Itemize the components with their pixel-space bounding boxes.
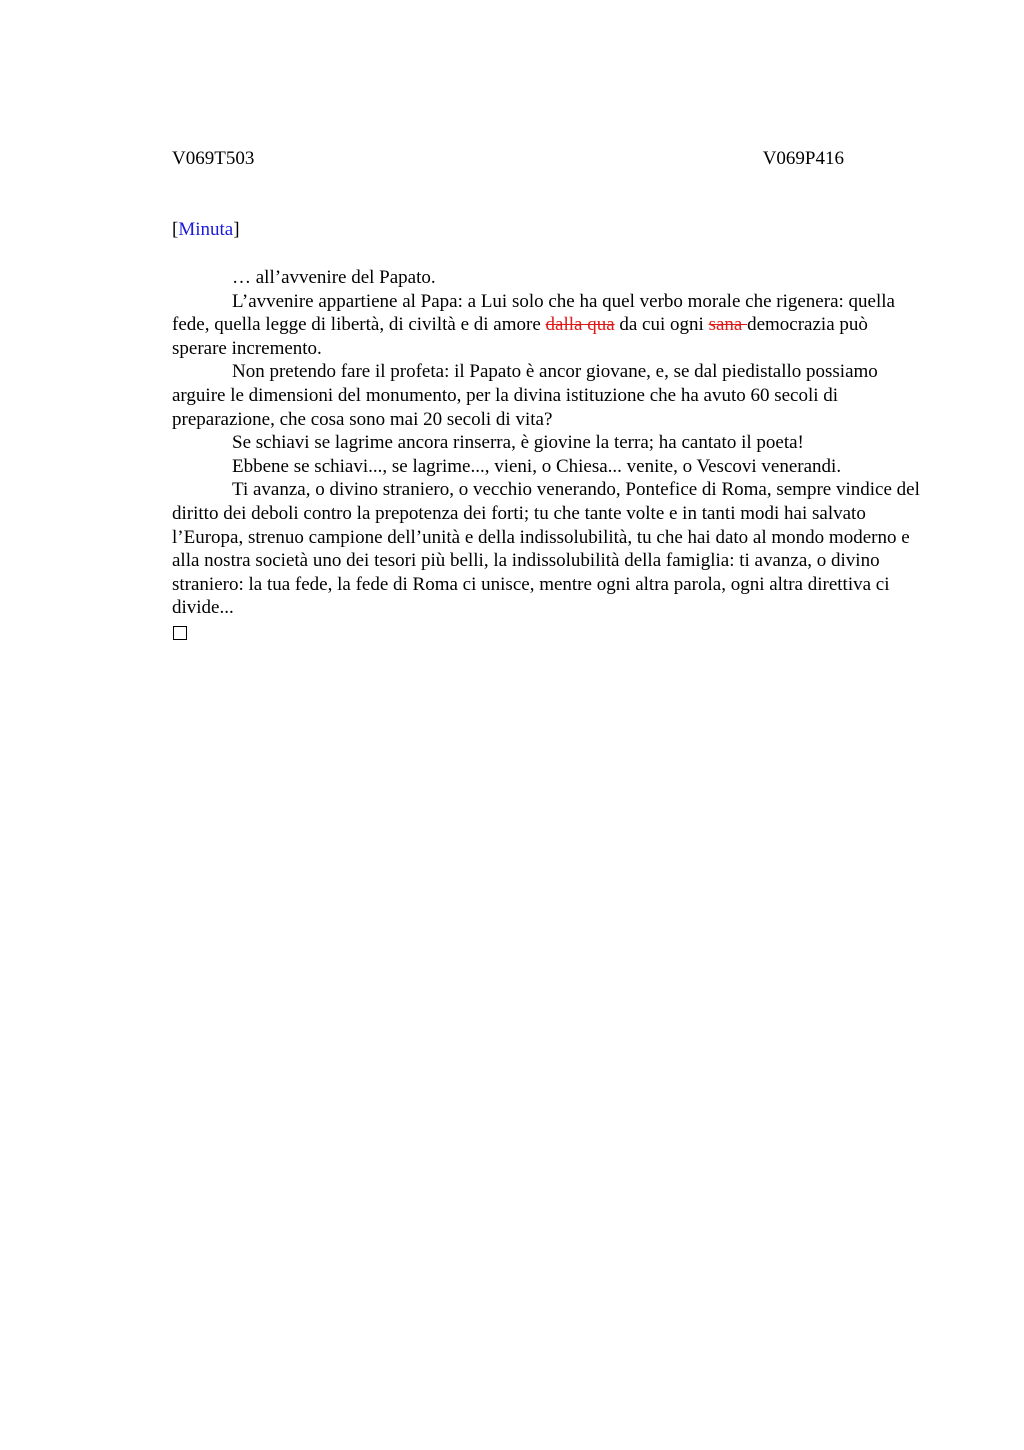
paragraph-2-part-a: L’avvenire appartiene al Papa: a Lui solo che ha quel verbo morale che rigenera: quella fede, quella legge di libertà, di civiltà e di amore: [172, 290, 895, 336]
paragraph-5: Ebbene se schiavi..., se lagrime..., vieni, o Chiesa... venite, o Vescovi venerandi.: [232, 455, 842, 477]
minuta-label: Minuta: [178, 219, 234, 240]
close-bracket: ]: [233, 219, 240, 240]
document-body: [172, 266, 920, 647]
paragraph-2-part-b: da cui ogni: [614, 314, 709, 336]
empty-square-icon: [172, 620, 920, 647]
document-code-left: V069T503: [172, 148, 255, 169]
page-code-right: V069P416: [762, 148, 844, 169]
deleted-text-1: dalla qua: [545, 314, 615, 336]
document-header: [172, 147, 844, 171]
paragraph-3: Non pretendo fare il profeta: il Papato è ancor giovane, e, se dal piedistallo possiamo arguire le dimensioni del monumento, per la divina istituzione che ha avuto 60 secoli di preparazione, che cosa sono mai 20 secoli di vita?: [172, 361, 878, 430]
paragraph-1: … all’avvenire del Papato.: [232, 267, 436, 288]
paragraph-4: Se schiavi se lagrime ancora rinserra, è giovine la terra; ha cantato il poeta!: [232, 432, 804, 454]
paragraph-2-part-c: democrazia può sperare incremento.: [172, 314, 868, 359]
paragraph-6: Ti avanza, o divino straniero, o vecchio venerando, Pontefice di Roma, sempre vindice del diritto dei deboli contro la prepotenza dei forti; tu che tante volte e in tanti modi hai salvato l’Europa, strenuo campione dell’unità e della indissolubilità, tu che hai dato al mondo moderno e alla nostra società uno dei tesori più belli, la indissolubilità della famiglia: ti avanza, o divino straniero: la tua fede, la fede di Roma ci unisce, mentre ogni altra parola, ogni altra direttiva ci divide...: [172, 479, 920, 619]
paragraph-2: [172, 290, 920, 361]
deleted-text-2: sana: [708, 314, 748, 336]
open-bracket: [: [172, 219, 179, 240]
draft-label: [172, 218, 240, 242]
